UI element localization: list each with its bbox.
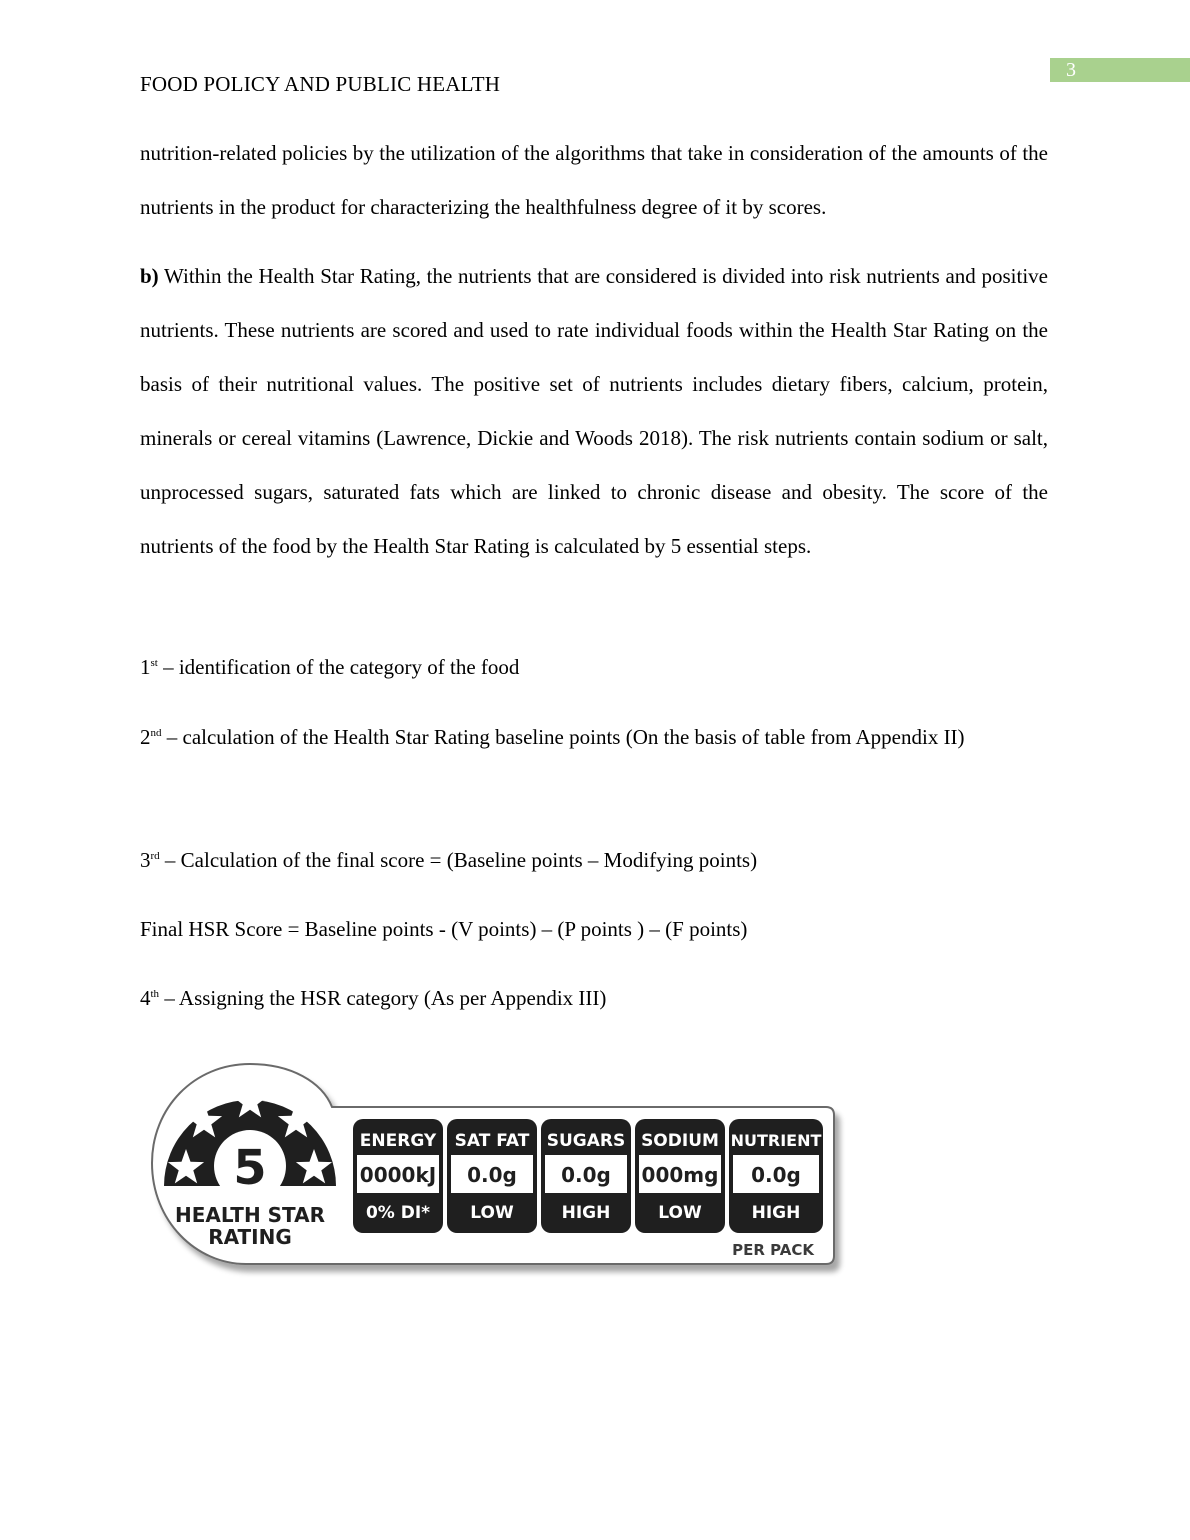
tile-level: 0% DI* [365, 1203, 431, 1223]
running-head: FOOD POLICY AND PUBLIC HEALTH [140, 72, 501, 96]
tile-name: SAT FAT [454, 1131, 530, 1151]
step-1-text: – identification of the category of the food [157, 655, 520, 679]
formula-line: Final HSR Score = Baseline points - (V points) – (P points ) – (F points) [140, 917, 748, 941]
tile-name: SODIUM [641, 1131, 719, 1151]
step-2 [140, 710, 1048, 764]
per-pack-caption: PER PACK [732, 1241, 814, 1259]
step-3-ordinal: rd [150, 850, 160, 862]
tile-level: LOW [658, 1203, 702, 1223]
tile-value: 0.0g [751, 1163, 801, 1187]
rating-title-line1: HEALTH STAR [174, 1203, 326, 1227]
tile-name: SUGARS [546, 1131, 626, 1151]
tile-name: ENERGY [359, 1131, 437, 1151]
tile-value: 0.0g [467, 1163, 517, 1187]
step-4-number: 4 [140, 986, 151, 1010]
nutrient-tile-sodium [635, 1119, 725, 1233]
paragraph-b-text: Within the Health Star Rating, the nutrients that are considered is divided into risk nutrients and positive nutrients. These nutrients are scored and used to rate individual foods within the Health Star Rating on the basis of their nutritional values. The positive set of nutrients includes dietary fibers, calcium, protein, minerals or cereal vitamins (Lawrence, Dickie and Woods 2018). The risk nutrients contain sodium or salt, unprocessed sugars, saturated fats which are linked to chronic disease and obesity. The score of the nutrients of the food by the Health Star Rating is calculated by 5 essential steps. [140, 264, 1048, 558]
page-number: 3 [1050, 58, 1190, 82]
step-3-text: – Calculation of the final score = (Baseline points – Modifying points) [159, 848, 758, 872]
nutrient-tile-sugars [541, 1119, 631, 1233]
rating-title-line2: RATING [208, 1225, 292, 1249]
tile-value: 0.0g [561, 1163, 611, 1187]
tile-level: HIGH [561, 1203, 611, 1223]
step-3-number: 3 [140, 848, 151, 872]
step-4-ordinal: th [150, 988, 160, 1000]
tile-value: 0000kJ [359, 1163, 437, 1187]
step-1-ordinal: st [150, 657, 158, 669]
nutrient-tile-energy [353, 1119, 443, 1233]
step-2-ordinal: nd [150, 727, 162, 739]
paragraph-b-lead: b) [140, 264, 159, 288]
tile-level: HIGH [751, 1203, 801, 1223]
step-1 [140, 654, 1048, 680]
paragraph-b [140, 249, 1048, 573]
step-3 [140, 847, 1048, 873]
tile-name: NUTRIENT [730, 1131, 822, 1150]
nutrient-tile-nutrient [729, 1119, 823, 1233]
step-1-number: 1 [140, 655, 151, 679]
rating-number: 5 [233, 1140, 267, 1196]
step-2-text: – calculation of the Health Star Rating baseline points (On the basis of table from Appendix II) [161, 725, 965, 749]
tile-level: LOW [470, 1203, 514, 1223]
step-4 [140, 985, 1048, 1011]
paragraph-intro: nutrition-related policies by the utilization of the algorithms that take in consideration of the amounts of the nutrients in the product for characterizing the healthfulness degree of it by scores. [140, 141, 1048, 219]
health-star-rating-label [146, 1058, 852, 1286]
step-4-text: – Assigning the HSR category (As per Appendix III) [159, 986, 607, 1010]
nutrient-tile-sat-fat [447, 1119, 537, 1233]
tile-value: 000mg [641, 1163, 719, 1187]
step-2-number: 2 [140, 725, 151, 749]
